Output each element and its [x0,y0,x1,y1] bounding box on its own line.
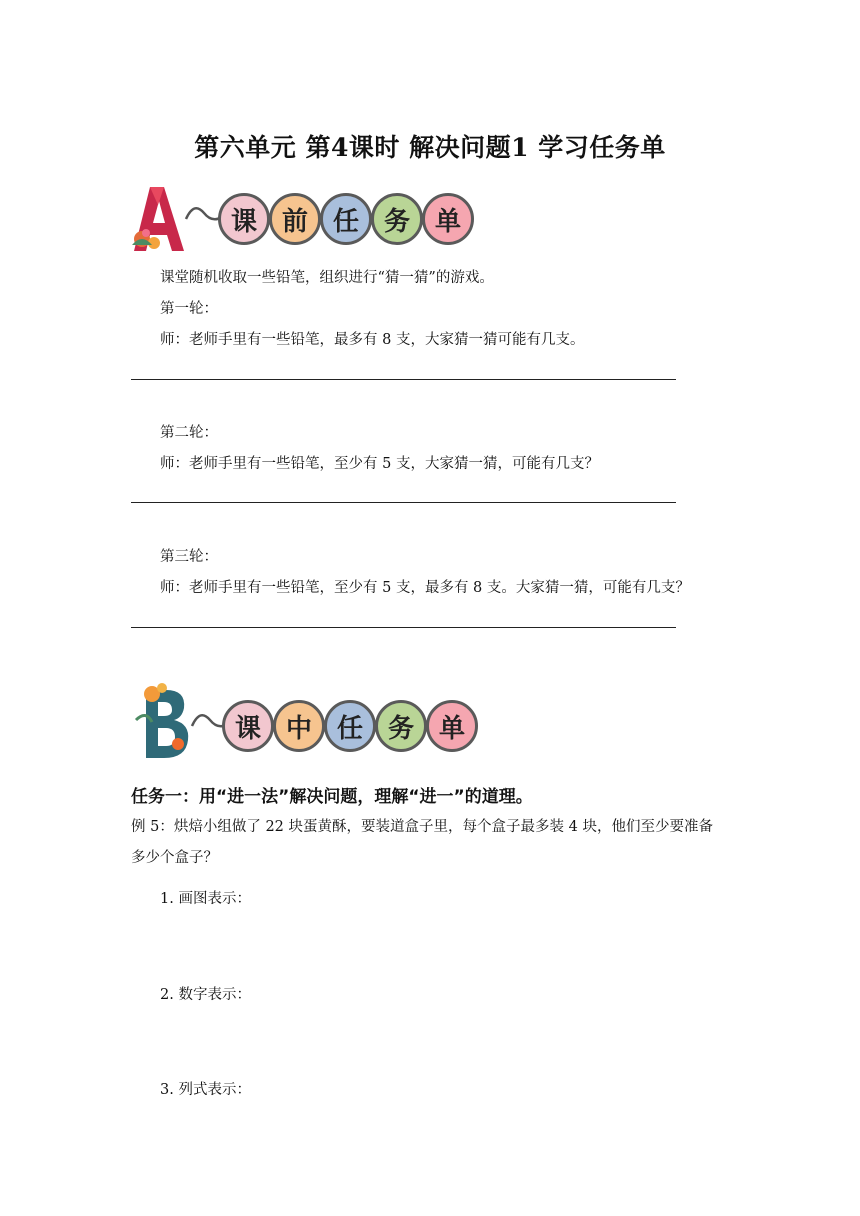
round3-text: 师：老师手里有一些铅笔，至少有 5 支，最多有 8 支。大家猜一猜，可能有几支？ [160,580,690,596]
answer-line-1[interactable] [131,379,676,380]
round2-label: 第二轮： [160,425,218,441]
page-title: 第六单元 第4课时 解决问题1 学习任务单 [194,133,666,162]
banner-b-char-3: 任 [324,700,376,752]
banner-a-char-2: 前 [269,193,321,245]
banner-b [128,680,473,760]
round3-label: 第三轮： [160,549,218,565]
banner-a-circles [218,193,473,245]
banner-a [128,183,468,253]
intro-text: 课堂随机收取一些铅笔，组织进行“猜一猜”的游戏。 [160,270,494,286]
item-number: 2. 数字表示： [160,987,251,1003]
example-line-1: 例 5：烘焙小组做了 22 块蛋黄酥，要装道盒子里，每个盒子最多装 4 块，他们至少要准备 [131,819,713,835]
banner-a-char-3: 任 [320,193,372,245]
round1-text: 师：老师手里有一些铅笔，最多有 8 支，大家猜一猜可能有几支。 [160,332,585,348]
banner-b-char-2: 中 [273,700,325,752]
task1-title: 任务一：用“进一法”解决问题，理解“进一”的道理。 [131,787,533,807]
banner-a-char-1: 课 [218,193,270,245]
banner-a-char-4: 务 [371,193,423,245]
item-formula: 3. 列式表示： [160,1082,251,1098]
item-draw: 1. 画图表示： [160,891,251,907]
answer-line-2[interactable] [131,502,676,503]
banner-b-char-5: 单 [426,700,478,752]
round1-label: 第一轮： [160,301,218,317]
banner-b-circles [222,700,477,752]
banner-a-char-5: 单 [422,193,474,245]
banner-b-char-4: 务 [375,700,427,752]
round2-text: 师：老师手里有一些铅笔，至少有 5 支，大家猜一猜，可能有几支？ [160,456,599,472]
example-line-2: 多少个盒子？ [131,850,218,866]
banner-b-char-1: 课 [222,700,274,752]
answer-line-3[interactable] [131,627,676,628]
